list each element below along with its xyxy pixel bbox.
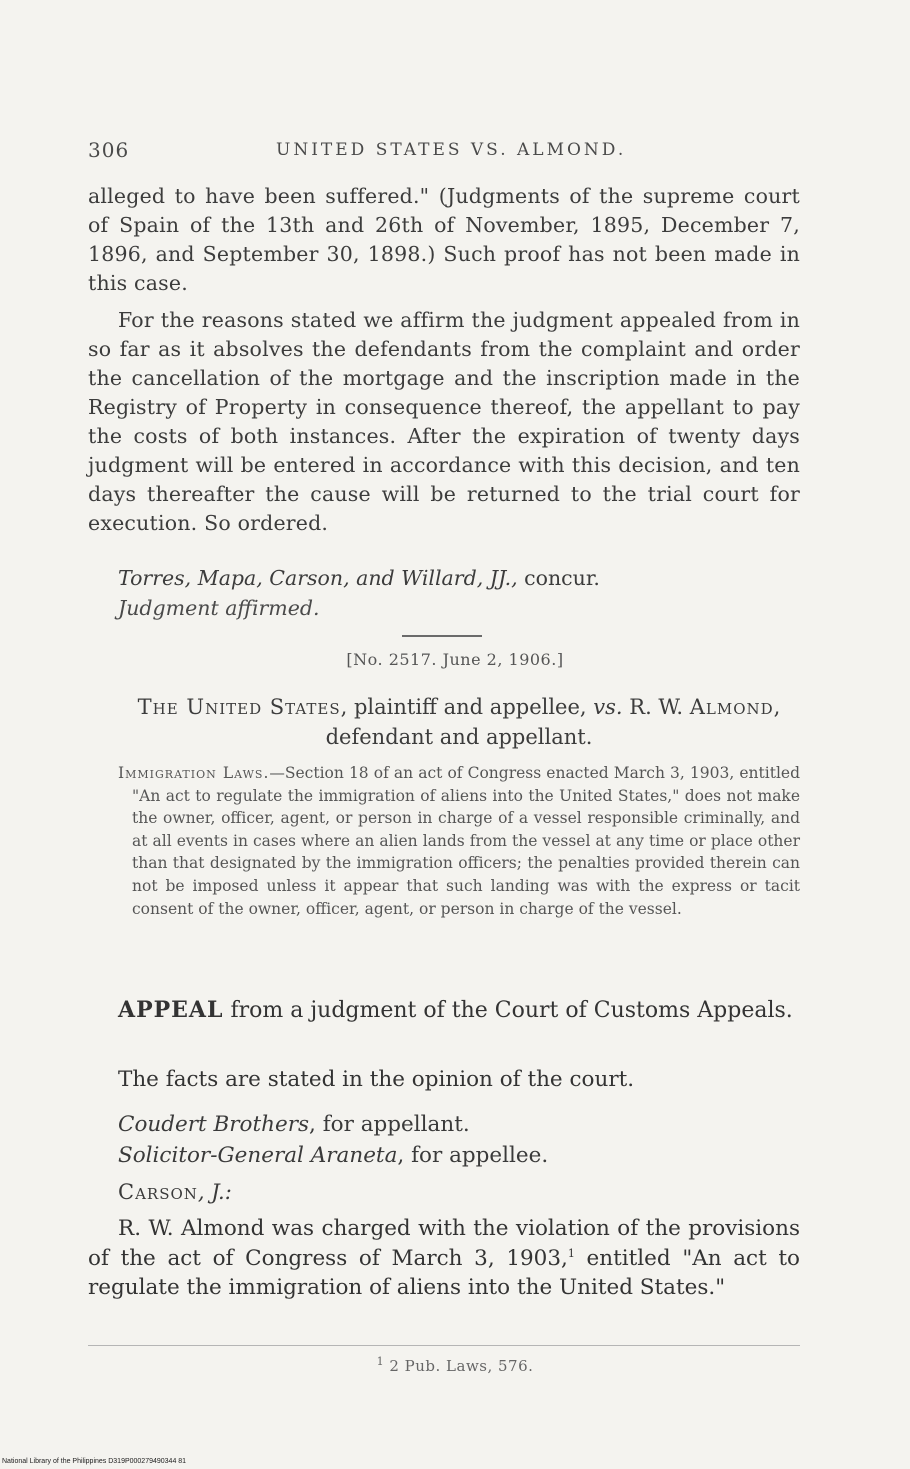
counsel-appellee-role: , for appellee. [397,1143,549,1168]
judge-name: Carson [118,1180,198,1204]
opinion-text-end: entitled "An act to regulate the immigration of aliens into the United States." [88,1245,800,1300]
counsel-appellant-role: , for appellant. [309,1112,470,1137]
counsel-appellant-name: Coudert Brothers [118,1112,310,1137]
page-number: 306 [88,138,130,162]
case-title [118,692,800,752]
opinion-paragraph-disposition: For the reasons stated we affirm the judgment appealed from in so far as it absolves the defendants from the complaint and order the cancellation of the mortgage and the inscription made in the Registry of Property in consequence thereof, the appellant to pay the costs of both instances. After the expiration of twenty days judgment will be entered in accordance with this decision, and ten days thereafter the cause will be returned to the trial court for execution. So ordered. [88,308,800,535]
opinion-paragraph-continued: alleged to have been suffered." (Judgments of the supreme court of Spain of the 13th and 26th of November, 1895, December 7, 1896, and September 30, 1898.) Such proof has not been made in this case. [88,184,800,295]
concurrence-line [118,564,600,593]
facts-statement: The facts are stated in the opinion of the court. [118,1067,635,1092]
footnote-text: 2 Pub. Laws, 576. [384,1357,534,1375]
syllabus [118,762,800,920]
case-title-plaintiff-role: , plaintiff and appellee, [340,695,594,719]
case-title-defendant-initials: R. W. [622,695,690,719]
counsel-appellee-name: Solicitor-General Araneta [118,1143,398,1168]
concurring-judges: Torres, Mapa, Carson, and Willard, JJ., [118,566,518,590]
counsel-appellant [118,1112,470,1137]
opinion-paragraph [88,1214,800,1303]
footnote [0,1357,910,1375]
opinion-author [118,1180,232,1204]
footnote-reference: 1 [567,1246,575,1260]
page-header [88,138,800,168]
appeal-text: from a judgment of the Court of Customs Appeals. [223,998,793,1023]
running-head: UNITED STATES VS. ALMOND. [276,140,627,160]
footnote-divider [88,1345,800,1346]
case-title-defendant-role: , defendant and appellant. [325,695,781,749]
counsel-appellee [118,1143,548,1168]
appeal-lead: APPEAL [118,997,224,1023]
judge-suffix: , J.: [197,1180,232,1204]
judgment-disposition: Judgment affirmed. [118,596,320,620]
appeal-statement [118,995,800,1026]
case-title-defendant: Almond [689,695,774,719]
docket-number: [No. 2517. June 2, 1906.] [346,650,564,669]
case-title-plaintiff: The United States [137,695,341,719]
opinion-text-start: R. W. Almond was charged with the violation of the provisions of the act of Congress of March 3, 1903, [88,1216,800,1271]
section-divider [402,635,482,637]
syllabus-heading: Immigration Laws. [118,764,270,782]
syllabus-text: —Section 18 of an act of Congress enacted March 3, 1903, entitled "An act to regulate the immigration of aliens into the United States," does not make the owner, officer, agent, or person in charge of a vessel responsible criminally, and at all events in cases where an alien lands from the vessel at any time or place other than that designated by the immigration officers; the penalties provided therein can not be imposed unless it appear that such landing was with the express or tacit consent of the owner, officer, agent, or person in charge of the vessel. [132,764,800,918]
case-title-vs: vs. [593,695,623,719]
footnote-marker: 1 [376,1355,385,1368]
library-watermark: National Library of the Philippines D319P000279490344 81 [2,1458,187,1465]
concur-word: concur. [524,566,600,590]
